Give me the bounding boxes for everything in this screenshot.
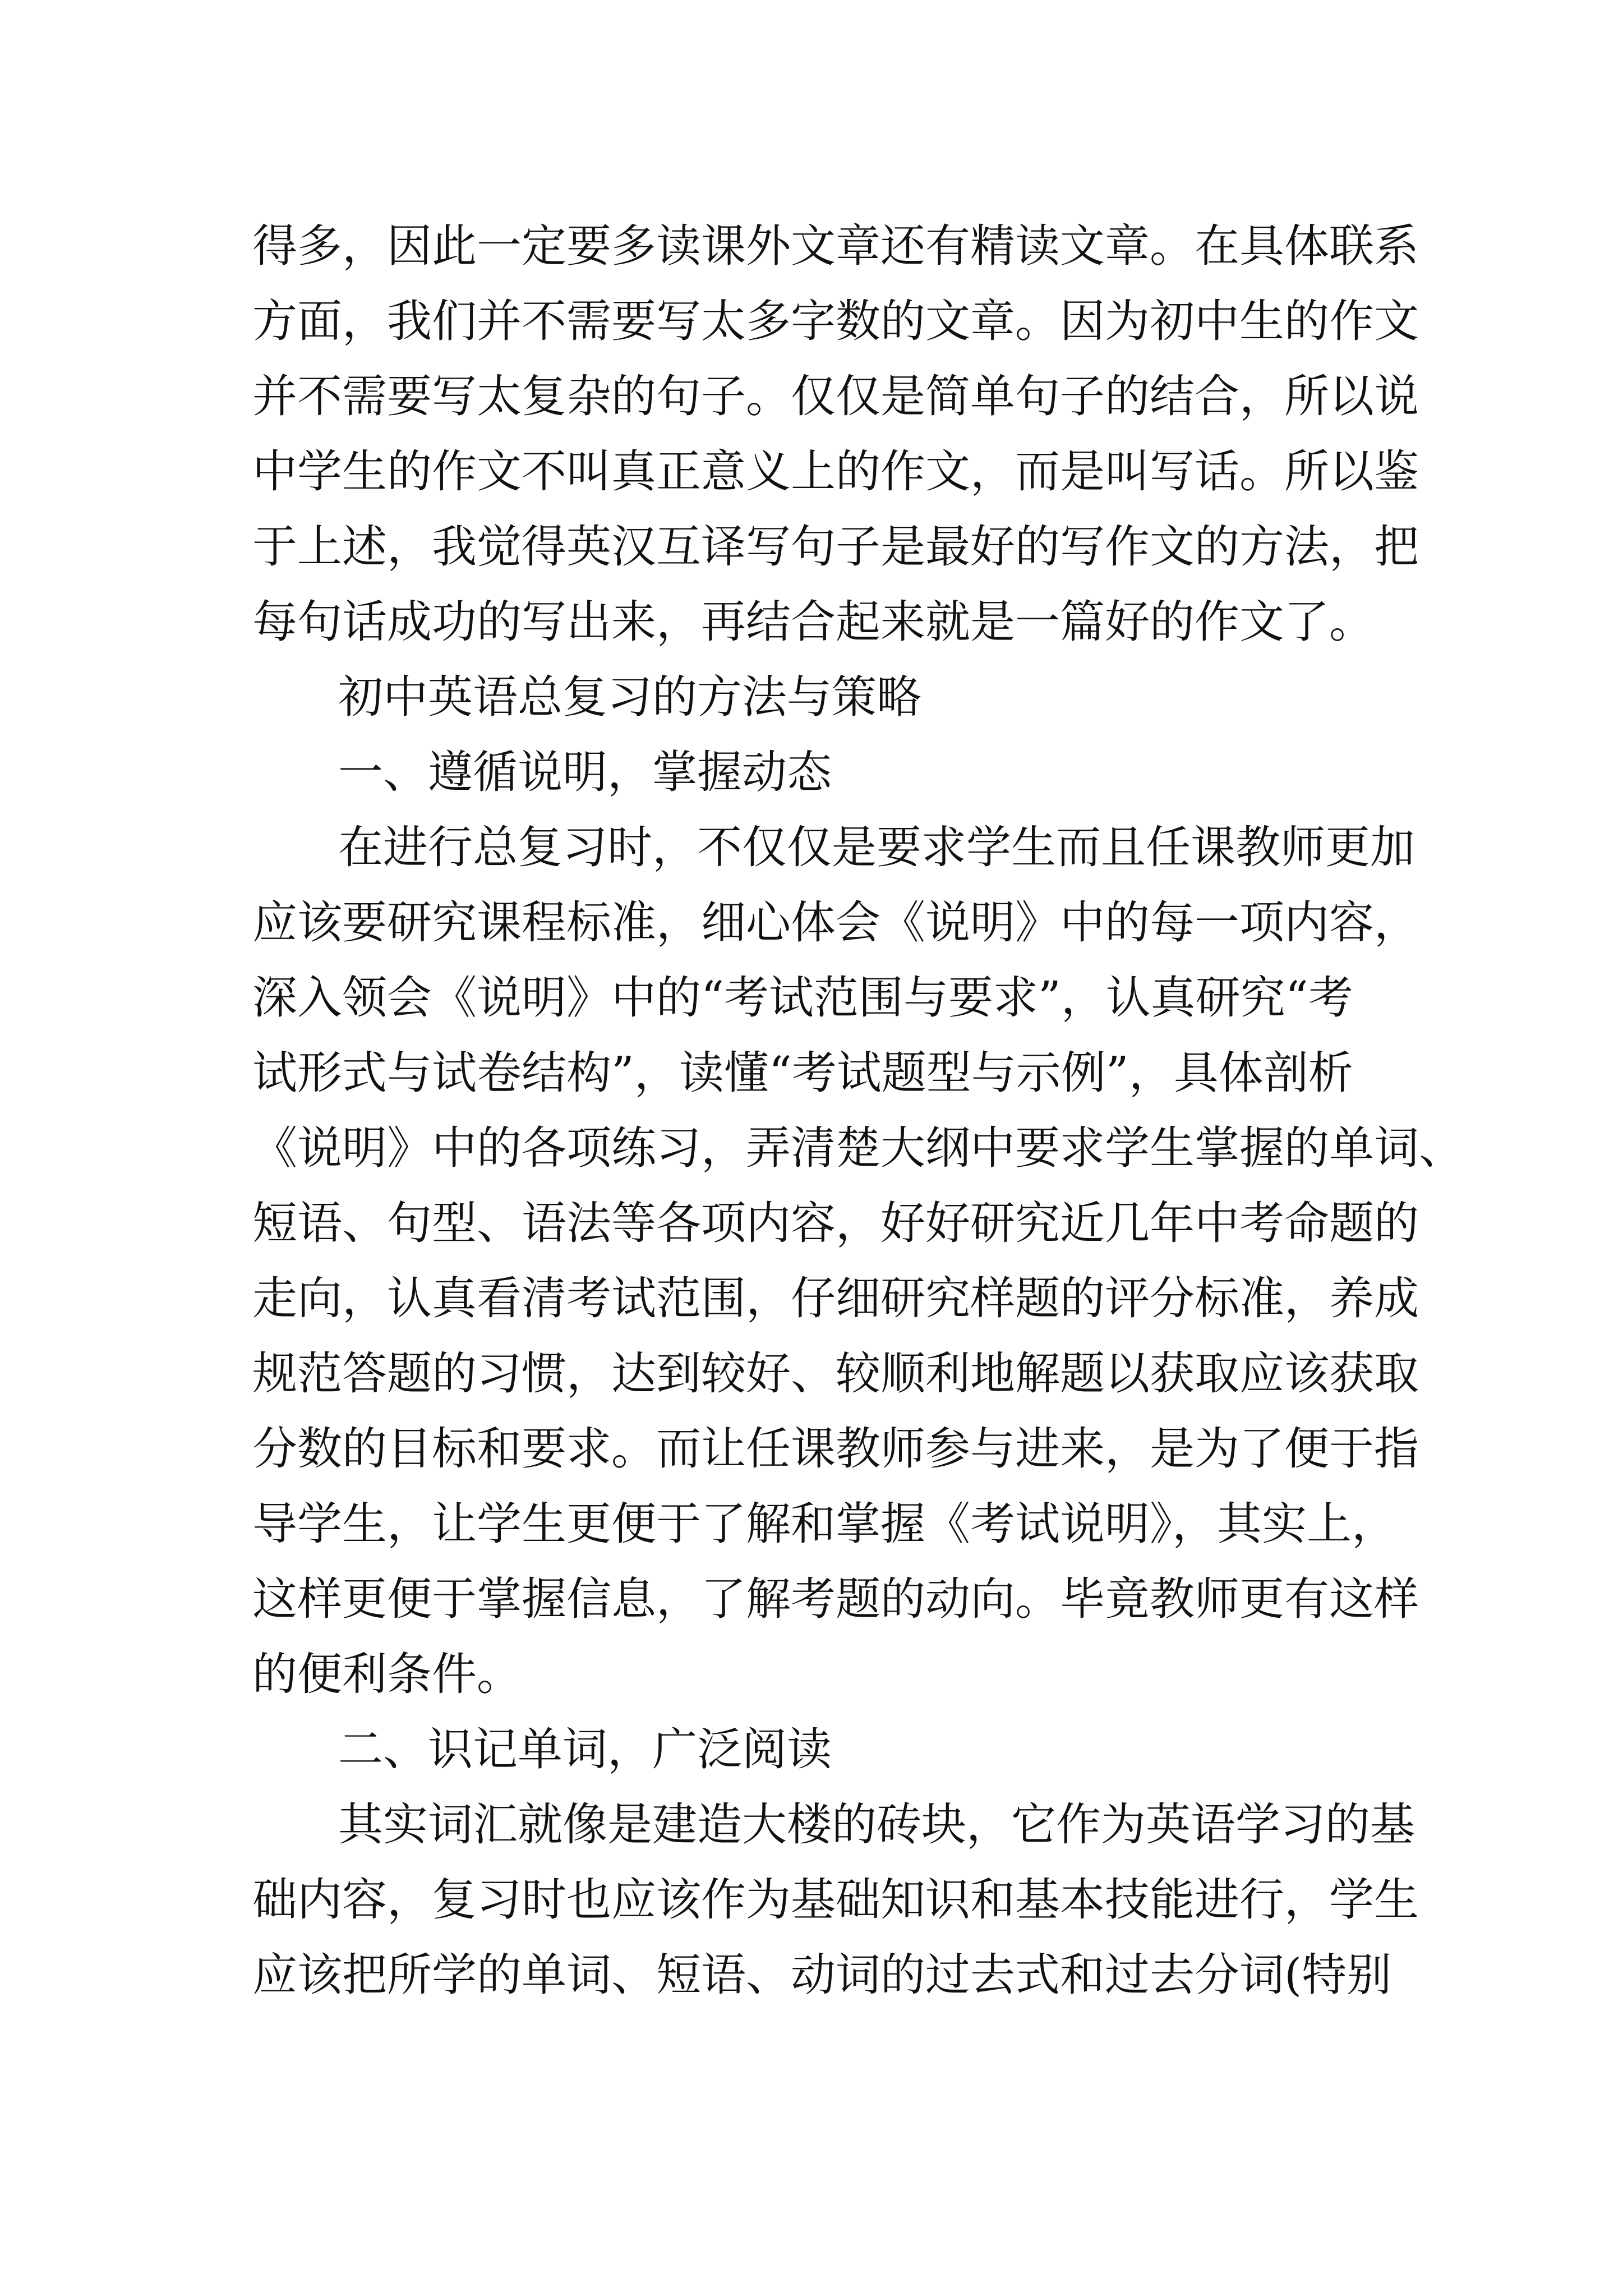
body-line: 导学生，让学生更便于了解和掌握《考试说明》，其实上， xyxy=(252,1498,1396,1550)
body-line: 应该要研究课程标准，细心体会《说明》中的每一项内容， xyxy=(252,896,1419,949)
body-line: 分数的目标和要求。而让任课教师参与进来，是为了便于指 xyxy=(252,1423,1419,1475)
body-line: 试形式与试卷结构”，读懂“考试题型与示例”，具体剖析 xyxy=(252,1047,1353,1099)
body-line: 方面，我们并不需要写太多字数的文章。因为初中生的作文 xyxy=(252,295,1419,347)
document-body xyxy=(252,209,1464,2013)
body-line: 规范答题的习惯，达到较好、较顺利地解题以获取应该获取 xyxy=(252,1347,1419,1400)
section-heading: 二、识记单词，广泛阅读 xyxy=(338,1723,832,1775)
paragraph-start: 在进行总复习时，不仅仅是要求学生而且任课教师更加 xyxy=(338,821,1415,873)
body-line: 深入领会《说明》中的“考试范围与要求”，认真研究“考 xyxy=(252,972,1353,1024)
body-line: 《说明》中的各项练习，弄清楚大纲中要求学生掌握的单词、 xyxy=(252,1122,1464,1174)
section-title: 初中英语总复习的方法与策略 xyxy=(338,671,921,723)
body-line: 走向，认真看清考试范围，仔细研究样题的评分标准，养成 xyxy=(252,1272,1419,1324)
body-line: 这样更便于掌握信息，了解考题的动向。毕竟教师更有这样 xyxy=(252,1573,1419,1625)
body-line: 短语、句型、语法等各项内容，好好研究近几年中考命题的 xyxy=(252,1197,1419,1249)
paragraph-start: 其实词汇就像是建造大楼的砖块，它作为英语学习的基 xyxy=(338,1798,1415,1851)
body-line: 于上述，我觉得英汉互译写句子是最好的写作文的方法，把 xyxy=(252,521,1419,573)
body-line: 础内容，复习时也应该作为基础知识和基本技能进行，学生 xyxy=(252,1874,1419,1926)
body-line: 应该把所学的单词、短语、动词的过去式和过去分词(特别 xyxy=(252,1949,1392,2001)
body-line: 并不需要写太复杂的句子。仅仅是简单句子的结合，所以说 xyxy=(252,370,1419,422)
body-line: 每句话成功的写出来，再结合起来就是一篇好的作文了。 xyxy=(252,596,1374,648)
body-line: 中学生的作文不叫真正意义上的作文，而是叫写话。所以鉴 xyxy=(252,445,1419,498)
body-line: 得多，因此一定要多读课外文章还有精读文章。在具体联系 xyxy=(252,220,1419,272)
section-heading: 一、遵循说明，掌握动态 xyxy=(338,746,832,798)
body-line: 的便利条件。 xyxy=(252,1648,522,1700)
